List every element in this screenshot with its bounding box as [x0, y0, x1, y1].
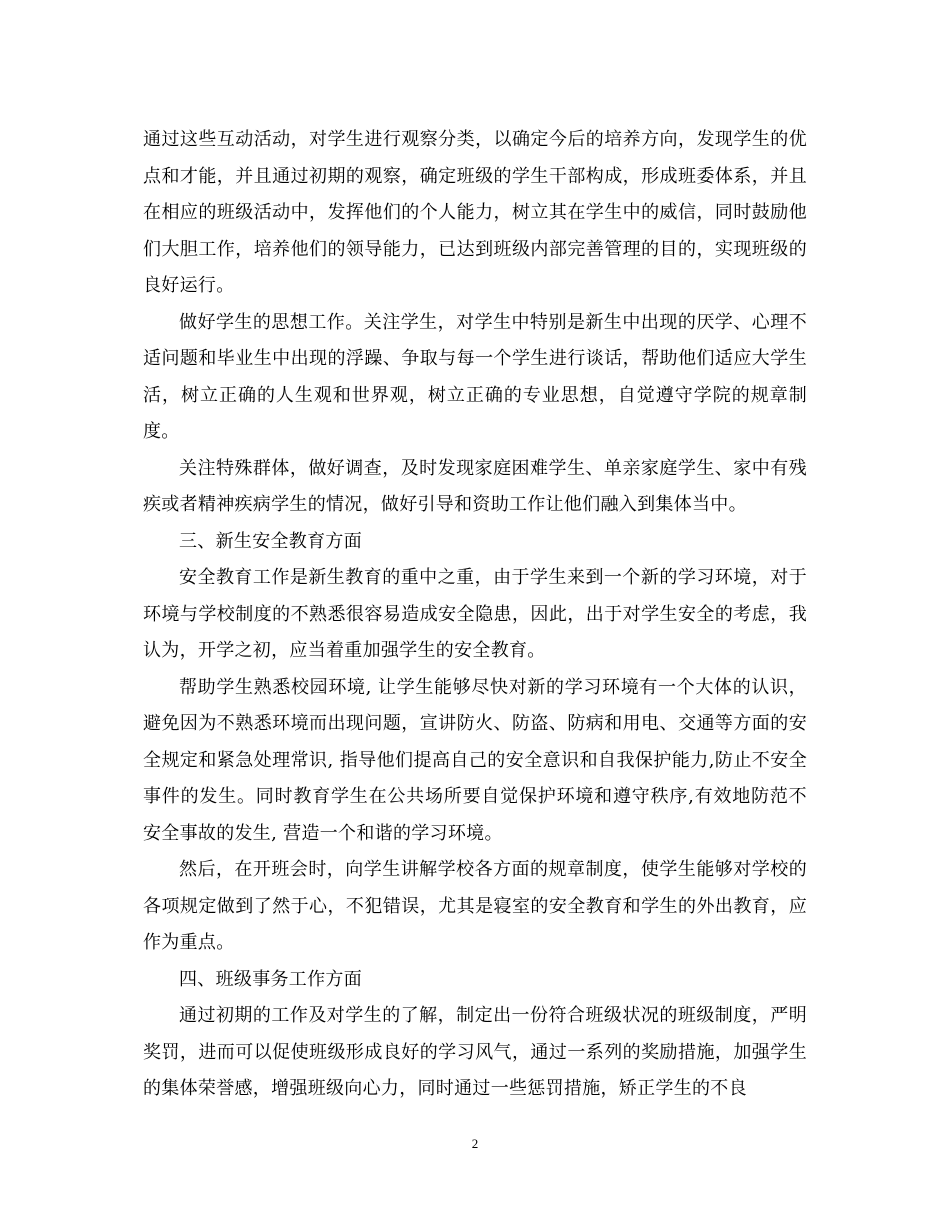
- body-paragraph: 帮助学生熟悉校园环境, 让学生能够尽快对新的学习环境有一个大体的认识，避免因为不熟悉环境而出现问题，宣讲防火、防盗、防病和用电、交通等方面的安全规定和紧急处理常识, 指导他们提高自己的安全意识和自我保护能力,防止不安全事件的发生。同时教育学生在公共场所要自觉保护环境和遵守秩序,有效地防范不安全事故的发生, 营造一个和谐的学习环境。: [143, 676, 807, 844]
- body-paragraph: 四、班级事务工作方面: [179, 968, 362, 990]
- body-paragraph: 关注特殊群体，做好调查，及时发现家庭困难学生、单亲家庭学生、家中有残疾或者精神疾病学生的情况，做好引导和资助工作让他们融入到集体当中。: [143, 457, 807, 515]
- page-body: [143, 122, 807, 1108]
- page-number: 2: [471, 1136, 479, 1151]
- body-paragraph: 然后，在开班会时，向学生讲解学校各方面的规章制度，使学生能够对学校的各项规定做到了然于心，不犯错误，尤其是寝室的安全教育和学生的外出教育，应作为重点。: [143, 859, 807, 953]
- body-paragraph: 做好学生的思想工作。关注学生，对学生中特别是新生中出现的厌学、心理不适问题和毕业生中出现的浮躁、争取与每一个学生进行谈话，帮助他们适应大学生活，树立正确的人生观和世界观，树立正确的专业思想，自觉遵守学院的规章制度。: [143, 311, 807, 442]
- body-paragraph: 通过这些互动活动，对学生进行观察分类，以确定今后的培养方向，发现学生的优点和才能，并且通过初期的观察，确定班级的学生干部构成，形成班委体系，并且在相应的班级活动中，发挥他们的个人能力，树立其在学生中的威信，同时鼓励他们大胆工作，培养他们的领导能力，已达到班级内部完善管理的目的，实现班级的良好运行。: [143, 129, 807, 296]
- body-paragraph: 安全教育工作是新生教育的重中之重，由于学生来到一个新的学习环境，对于环境与学校制度的不熟悉很容易造成安全隐患，因此，出于对学生安全的考虑，我认为，开学之初，应当着重加强学生的安全教育。: [143, 567, 807, 661]
- body-paragraph: 三、新生安全教育方面: [179, 530, 362, 552]
- body-paragraph: 通过初期的工作及对学生的了解，制定出一份符合班级状况的班级制度，严明奖罚，进而可以促使班级形成良好的学习风气，通过一系列的奖励措施，加强学生的集体荣誉感，增强班级向心力，同时通过一些惩罚措施，矫正学生的不良: [143, 1005, 807, 1099]
